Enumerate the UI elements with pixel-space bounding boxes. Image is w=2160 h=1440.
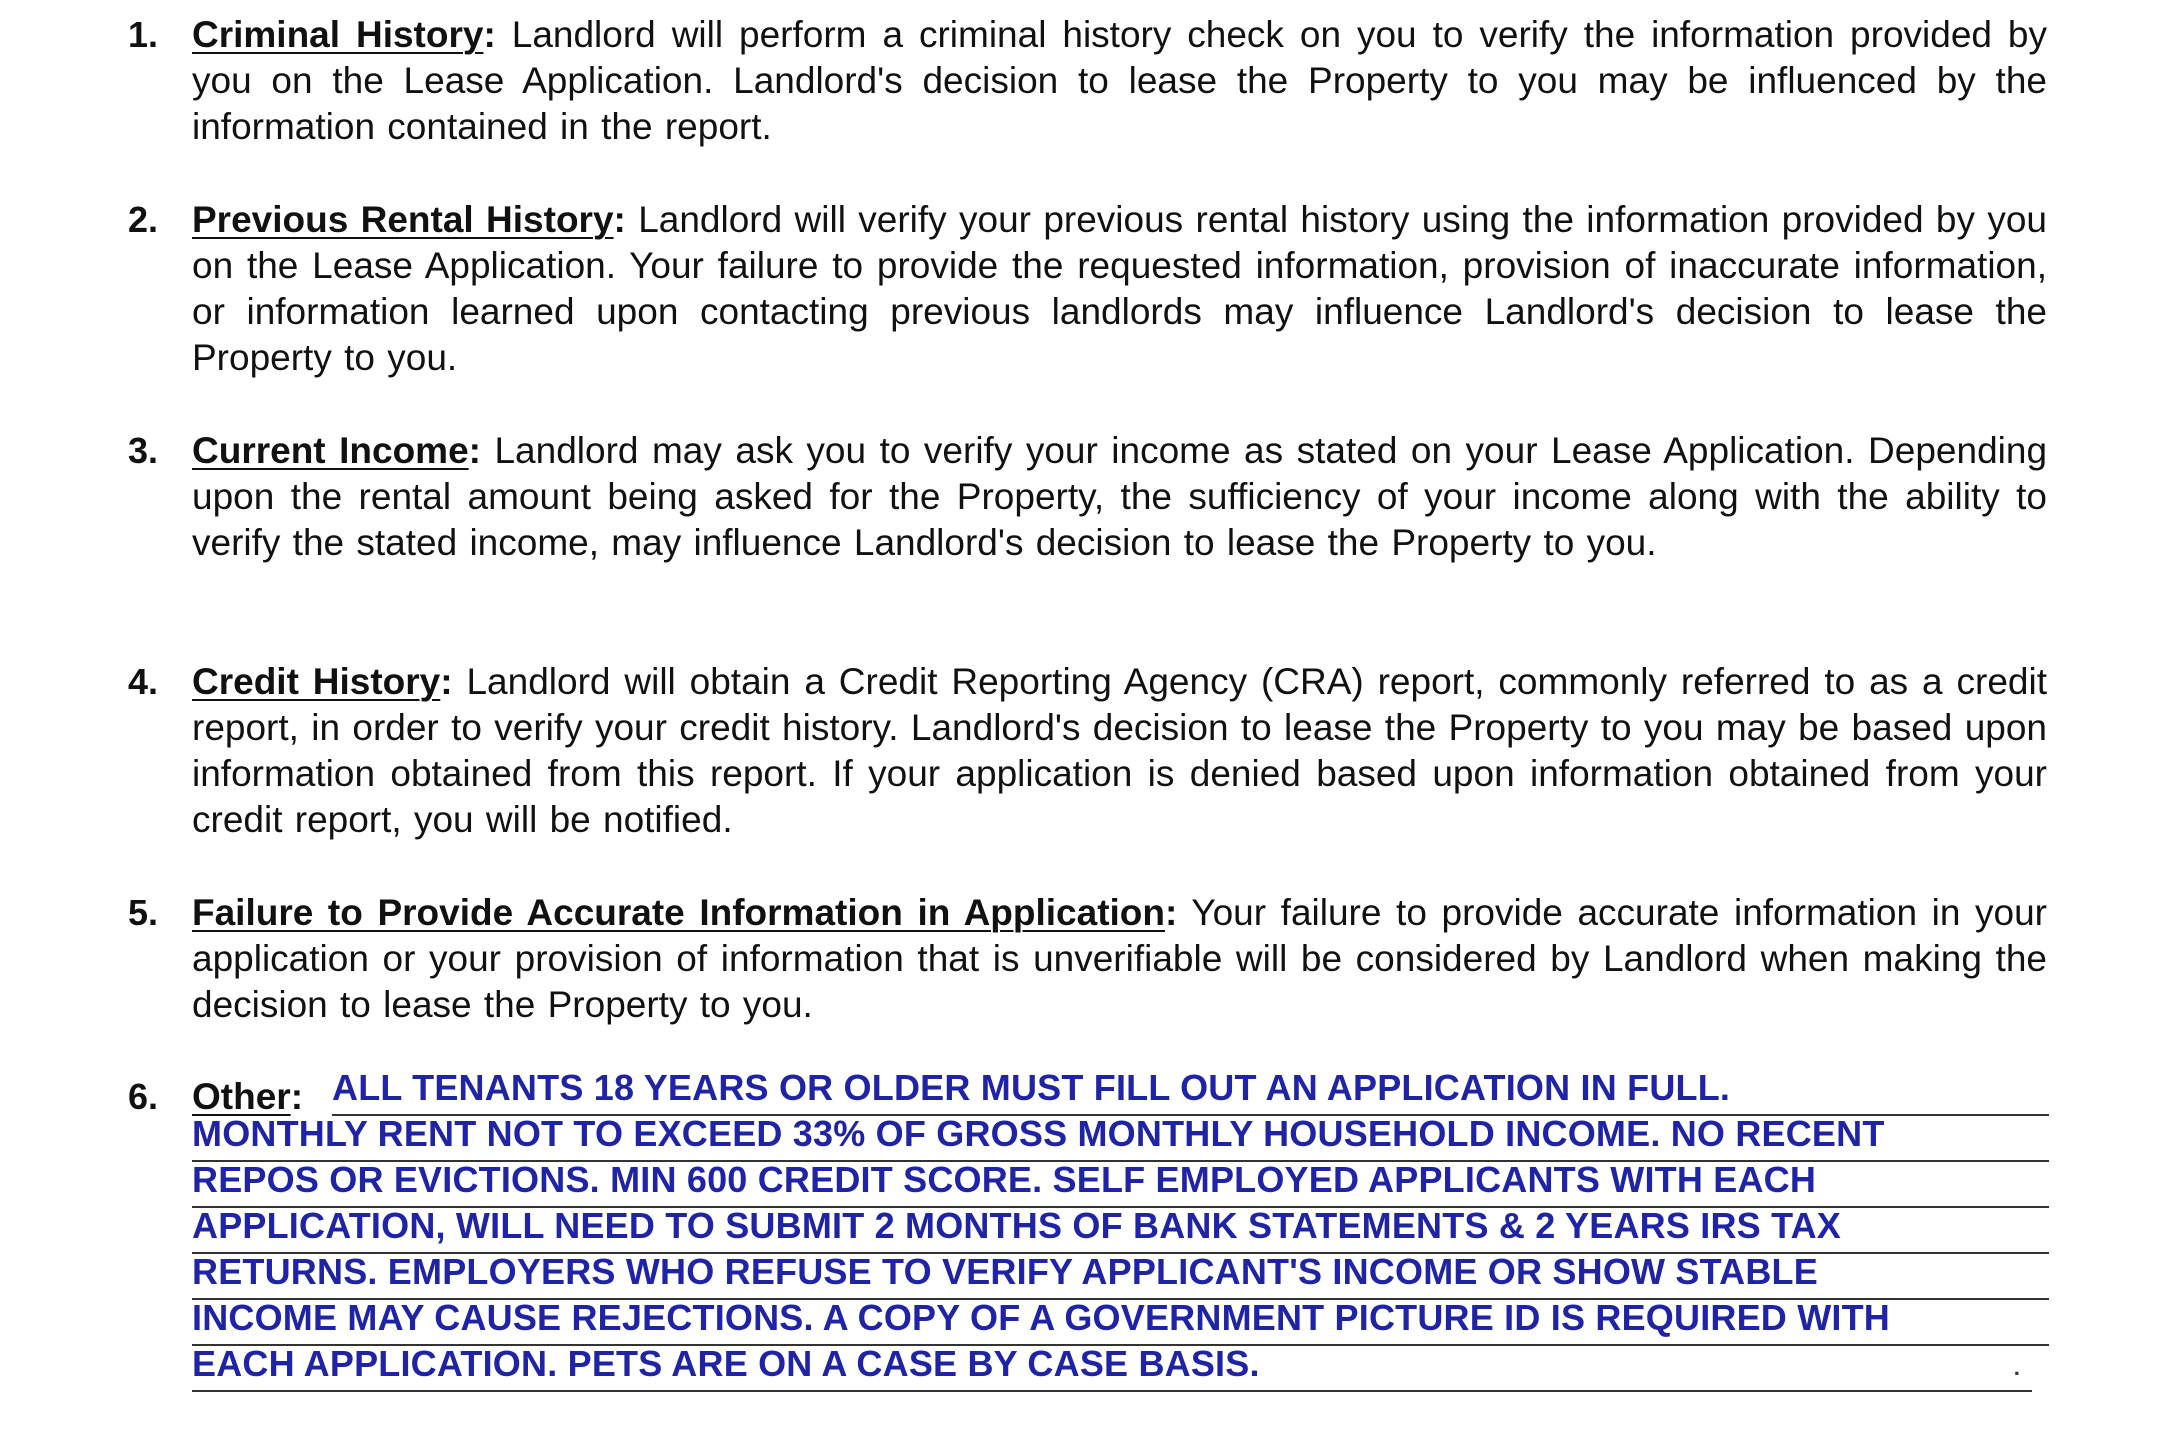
fill-line: [192, 1160, 2049, 1208]
item-number: 2.: [128, 199, 159, 240]
heading-colon: :: [1165, 892, 1178, 933]
fill-text: INCOME MAY CAUSE REJECTIONS. A COPY OF A GOVERNMENT PICTURE ID IS REQUIRED WITH: [192, 1298, 1890, 1338]
item-body: [192, 659, 2047, 843]
heading-colon: :: [613, 199, 626, 240]
item-text: Landlord may ask you to verify your income as stated on your Lease Application. Depending upon the rental amount being asked for the Property, the sufficiency of your income along with the ability to verify the stated income, may influence Landlord's decision to lease the Property to you.: [192, 430, 2048, 563]
item-body: [192, 197, 2047, 381]
fill-line: [192, 1344, 2032, 1392]
fill-text: ALL TENANTS 18 YEARS OR OLDER MUST FILL OUT AN APPLICATION IN FULL.: [332, 1068, 1731, 1108]
item-number: 1.: [128, 14, 159, 55]
item-number: 5.: [128, 892, 159, 933]
item-heading: Criminal History: [192, 14, 484, 55]
heading-colon: :: [483, 14, 496, 55]
item-heading: Failure to Provide Accurate Information in Application: [192, 892, 1166, 933]
end-mark: .: [2013, 1355, 2020, 1380]
fill-line: [192, 1252, 2049, 1300]
heading-colon: :: [440, 661, 453, 702]
heading-colon: :: [290, 1076, 304, 1117]
item-body: [192, 890, 2047, 1028]
item-number: 6.: [128, 1076, 159, 1117]
fill-line: [332, 1068, 2049, 1116]
item-heading: Current Income: [192, 430, 469, 471]
item-heading: Other: [192, 1076, 291, 1117]
item-heading: Credit History: [192, 661, 441, 702]
fill-text: RETURNS. EMPLOYERS WHO REFUSE TO VERIFY APPLICANT'S INCOME OR SHOW STABLE: [192, 1252, 1818, 1292]
item-body: [192, 12, 2047, 150]
item-text: Landlord will verify your previous rental history using the information provided by you on the Lease Application. Your failure to provide the requested information, provision of inaccurate information, or information learned upon contacting previous landlords may influence Landlord's decision to lease the Property to you.: [192, 199, 2048, 378]
item-body: [192, 428, 2047, 566]
fill-line: [192, 1298, 2049, 1346]
fill-line: [192, 1114, 2049, 1162]
item-number: 4.: [128, 661, 159, 702]
fill-text: REPOS OR EVICTIONS. MIN 600 CREDIT SCORE. SELF EMPLOYED APPLICANTS WITH EACH: [192, 1160, 1817, 1200]
heading-colon: :: [468, 430, 481, 471]
fill-text: APPLICATION, WILL NEED TO SUBMIT 2 MONTHS OF BANK STATEMENTS & 2 YEARS IRS TAX: [192, 1206, 1842, 1246]
fill-line: [192, 1206, 2049, 1254]
fill-text: EACH APPLICATION. PETS ARE ON A CASE BY CASE BASIS.: [192, 1344, 1260, 1384]
fill-text: MONTHLY RENT NOT TO EXCEED 33% OF GROSS MONTHLY HOUSEHOLD INCOME. NO RECENT: [192, 1114, 1885, 1154]
item-text: Landlord will perform a criminal history check on you to verify the information provided by you on the Lease Application. Landlord's decision to lease the Property to you may be influenced by the information contained in the report.: [192, 14, 2048, 147]
item-text: Landlord will obtain a Credit Reporting Agency (CRA) report, commonly referred to as a credit report, in order to verify your credit history. Landlord's decision to lease the Property to you may be based upon information obtained from this report. If your application is denied based upon information obtained from your credit report, you will be notified.: [192, 661, 2048, 840]
item-heading: Previous Rental History: [192, 199, 614, 240]
item-text: Your failure to provide accurate information in your application or your provision of information that is unverifiable will be considered by Landlord when making the decision to lease the Property to you.: [192, 892, 2048, 1025]
item-number: 3.: [128, 430, 159, 471]
